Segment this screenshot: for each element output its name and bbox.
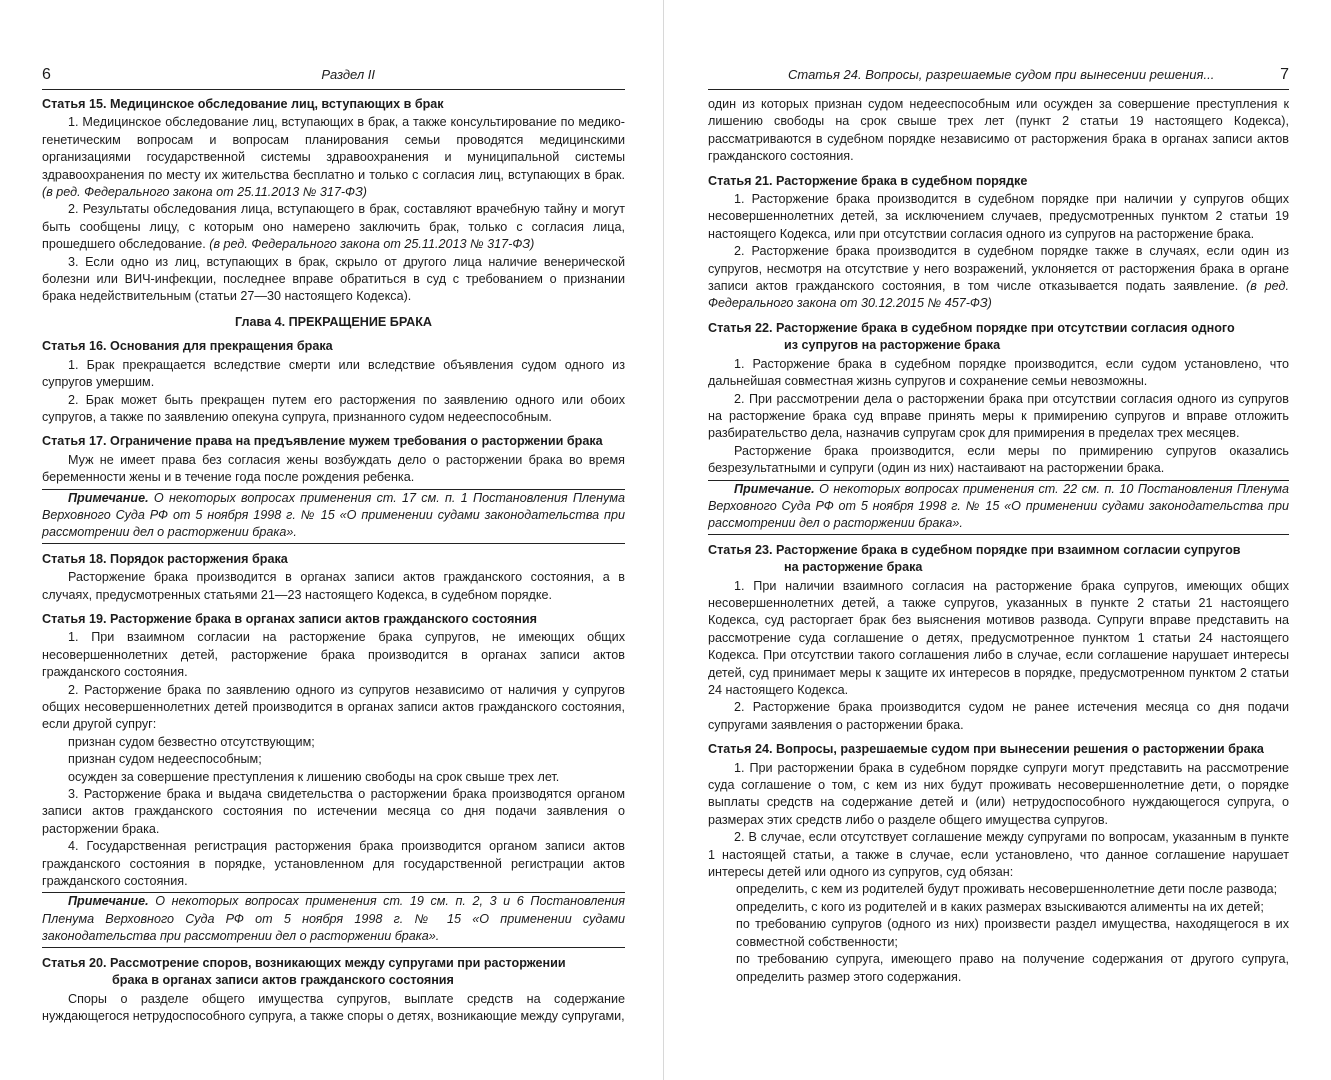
article-22-title: Статья 22. Расторжение брака в судебном порядке при отсутствии согласия одного из супругов на расторжение брака [708,320,1235,353]
article-17-paragraph-1: Муж не имеет права без согласия жены возбуждать дело о расторжении брака во время беременности жены и в течение года после рождения ребенка. [42,452,625,485]
article-19-title: Статья 19. Расторжение брака в органах записи актов гражданского состояния [42,611,538,626]
article-15-paragraph-1: 1. Медицинское обследование лиц, вступающих в брак, а также консультирование по медико-генетическим вопросам и вопросам планирования семьи проводятся медицинскими организациями государственной системы здравоохранения и муниципальной системы здравоохранения по месту их жительства бесплатно и только с согласия лиц, вступающих в брак. (в ред. Федерального закона от 25.11.2013 № 317-ФЗ) [42,115,625,200]
article-24-title: Статья 24. Вопросы, разрешаемые судом при вынесении решения о расторжении брака [708,742,1264,757]
article-24-list-item-3: по требованию супругов (одного из них) произвести раздел имущества, находящегося в их совместной собственности; [736,917,1289,949]
article-19-list-item-3: осужден за совершение преступления к лишению свободы на срок свыше трех лет. [68,769,560,784]
article-22-paragraph-1: 1. Расторжение брака в судебном порядке производится, если судом установлено, что дальнейшая совместная жизнь супругов и сохранение семьи невозможны. [708,356,1289,389]
article-17-note: Примечание. О некоторых вопросах применения ст. 17 см. п. 1 Постановления Пленума Верховного Суда РФ от 5 ноября 1998 г. № 15 «О применении судами законодательства при рассмотрении дел о расторжении брака». [42,489,625,544]
left-page [0,0,664,1080]
right-page-header [708,66,1289,90]
article-18-title: Статья 18. Порядок расторжения брака [42,551,288,566]
article-20-title: Статья 20. Рассмотрение споров, возникающих между супругами при расторжении брака в органах записи актов гражданского состояния [42,955,566,988]
left-running-head: Раздел II [321,67,375,82]
article-19-list-item-1: признан судом безвестно отсутствующим; [68,734,315,749]
article-21-amendment: (в ред. Федерального закона от 30.12.2015 № 457-ФЗ) [708,279,1290,311]
article-15-title: Статья 15. Медицинское обследование лиц, вступающих в брак [42,97,444,111]
article-19-paragraph-4: 4. Государственная регистрация расторжения брака производится органом записи актов гражданского состояния в порядке, установленном для государственной регистрации актов гражданского состояния. [42,839,625,889]
left-page-number: 6 [42,66,51,83]
article-20-continuation: один из которых признан судом недееспособным или осужден за совершение преступления к лишению свободы на срок свыше трех лет (пункт 2 статьи 19 настоящего Кодекса), рассматриваются в судебном порядке независимо от расторжения брака в органах записи актов гражданского состояния. [708,97,1289,164]
article-23-paragraph-2: 2. Расторжение брака производится судом не ранее истечения месяца со дня подачи супругами заявления о расторжении брака. [708,700,1289,732]
article-22-note: Примечание. О некоторых вопросах применения ст. 22 см. п. 10 Постановления Пленума Верховного Суда РФ от 5 ноября 1998 г. № 15 «О применении судами законодательства при рассмотрении дел о расторжении брака». [708,480,1289,535]
article-20-paragraph-1: Споры о разделе общего имущества супругов, выплате средств на содержание нуждающегося нетрудоспособного супруга, а также споры о детях, возникающие между супругами, [42,991,625,1023]
article-21-title: Статья 21. Расторжение брака в судебном порядке [708,173,1028,188]
article-19-paragraph-3: 3. Расторжение брака и выдача свидетельства о расторжении брака производятся органом записи актов гражданского состояния по истечении месяца со дня подачи заявления о расторжении брака. [42,787,625,836]
article-15-paragraph-2: 2. Результаты обследования лица, вступающего в брак, составляют врачебную тайну и могут быть сообщены лицу, с которым оно намерено заключить брак, только с согласия лица, прошедшего обследование. (в ред. Федерального закона от 25.11.2013 № 317-ФЗ) [42,202,625,252]
article-23-paragraph-1: 1. При наличии взаимного согласия на расторжение брака супругов, имеющих общих несовершеннолетних детей, а также супругов, указанных в пункте 2 статьи 21 настоящего Кодекса, суд расторгает брак без выяснения мотивов развода. Супруги вправе представить на рассмотрение суда соглашение о детях, предусмотренное пунктом 1 статьи 24 настоящего Кодекса. При отсутствии такого соглашения либо в случае, если соглашение нарушает интересы детей, суд принимает меры к защите их интересов в порядке, предусмотренном пунктом 2 статьи 24 настоящего Кодекса. [708,578,1289,697]
note-label: Примечание. [68,894,149,909]
article-17-title: Статья 17. Ограничение права на предъявление мужем требования о расторжении брака [42,434,603,449]
article-19-paragraph-2: 2. Расторжение брака по заявлению одного из супругов независимо от наличия у супругов общих несовершеннолетних детей производится в органах записи актов гражданского состояния, если другой супруг: [42,682,625,732]
article-21-paragraph-1: 1. Расторжение брака производится в судебном порядке при наличии у супругов общих несовершеннолетних детей, за исключением случаев, предусмотренных пунктом 2 статьи 19 настоящего Кодекса, или при отсутствии согласия одного из супругов на расторжение брака. [708,192,1289,241]
article-18-paragraph-1: Расторжение брака производится в органах записи актов гражданского состояния, а в случаях, предусмотренных статьями 21—23 настоящего Кодекса, в судебном порядке. [42,570,625,602]
article-22-paragraph-3: Расторжение брака производится, если меры по примирению супругов оказались безрезультатными и супруги (один из них) настаивают на расторжении брака. [708,443,1289,476]
right-running-head: Статья 24. Вопросы, разрешаемые судом при вынесении решения... [788,67,1215,82]
right-page [664,0,1331,1080]
article-15-amendment-2: (в ред. Федерального закона от 25.11.2013 № 317-ФЗ) [209,237,535,252]
article-24-list-item-4: по требованию супруга, имеющего право на получение содержания от другого супруга, определить размер этого содержания. [736,952,1289,984]
article-16-title: Статья 16. Основания для прекращения брака [42,339,333,354]
article-24-list-item-2: определить, с кого из родителей и в каких размерах взыскиваются алименты на их детей; [736,899,1264,914]
article-16-paragraph-2: 2. Брак может быть прекращен путем его расторжения по заявлению одного или обоих супругов, а также по заявлению опекуна супруга, признанного судом недееспособным. [42,392,625,424]
left-page-content [42,96,625,1025]
article-15-paragraph-3: 3. Если одно из лиц, вступающих в брак, скрыло от другого лица наличие венерической болезни или ВИЧ-инфекции, последнее вправе обратиться в суд с требованием о признании брака недействительным (статьи 27—30 настоящего Кодекса). [42,254,625,304]
note-label: Примечание. [734,481,815,496]
article-19-list-item-2: признан судом недееспособным; [68,752,262,767]
article-24-list-item-1: определить, с кем из родителей будут проживать несовершеннолетние дети после развода; [736,882,1278,897]
article-23-title: Статья 23. Расторжение брака в судебном порядке при взаимном согласии супругов на расторжение брака [708,542,1241,575]
chapter-4-title: Глава 4. ПРЕКРАЩЕНИЕ БРАКА [234,314,433,329]
article-21-paragraph-2: 2. Расторжение брака производится в судебном порядке также в случаях, если один из супругов, несмотря на отсутствие у него возражений, уклоняется от расторжения брака в органе записи актов гражданского состояния, в том числе отказывается подать заявление. (в ред. Федерального закона от 30.12.2015 № 457-ФЗ) [708,244,1290,311]
note-label: Примечание. [68,490,149,505]
article-22-paragraph-2: 2. При рассмотрении дела о расторжении брака при отсутствии согласия одного из супругов на расторжение брака суд вправе принять меры к примирению супругов и вправе отложить разбирательство дела, назначив супругам срок для примирения в пределах трех месяцев. [708,391,1289,441]
left-page-header [42,66,625,90]
article-15-amendment-1: (в ред. Федерального закона от 25.11.2013 № 317-ФЗ) [42,185,367,200]
article-19-paragraph-1: 1. При взаимном согласии на расторжение брака супругов, не имеющих общих несовершеннолетних детей, расторжение брака производится в органах записи актов гражданского состояния. [42,630,625,680]
article-16-paragraph-1: 1. Брак прекращается вследствие смерти или вследствие объявления судом одного из супругов умершим. [42,357,625,390]
right-page-number: 7 [1280,66,1289,83]
article-19-note: Примечание. О некоторых вопросах применения ст. 19 см. п. 2, 3 и 6 Постановления Пленума Верховного Суда РФ от 5 ноября 1998 г. № 15 «О применении судами законодательства при рассмотрении дел о расторжении брака». [42,892,625,947]
right-page-content [708,96,1289,986]
article-24-paragraph-2: 2. В случае, если отсутствует соглашение между супругами по вопросам, указанным в пункте 1 настоящей статьи, а также в случае, если установлено, что данное соглашение нарушает интересы детей или одного из супругов, суд обязан: [708,830,1289,880]
article-24-paragraph-1: 1. При расторжении брака в судебном порядке супруги могут представить на рассмотрение суда соглашение о том, с кем из них будут проживать несовершеннолетние дети, о порядке выплаты средств на содержание детей и (или) нетрудоспособного нуждающегося супруга, о размерах этих средств либо о разделе общего имущества супругов. [708,760,1289,827]
